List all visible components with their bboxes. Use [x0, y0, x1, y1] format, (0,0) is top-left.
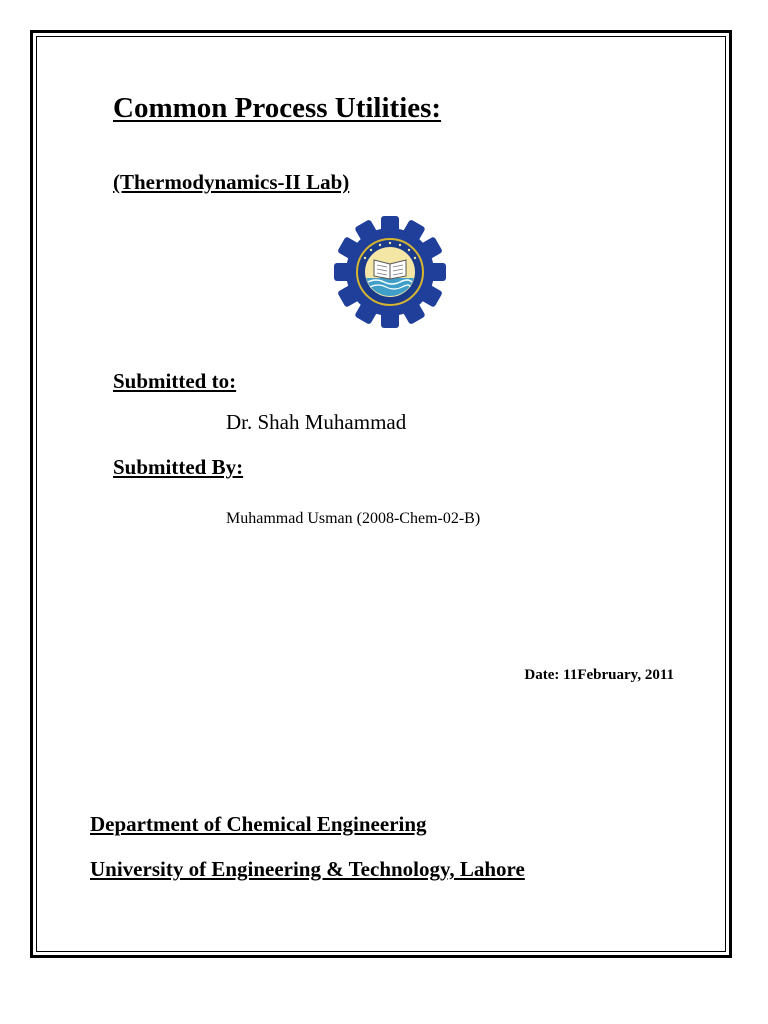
document-subtitle: (Thermodynamics-II Lab): [113, 170, 350, 194]
submission-date: Date: 11February, 2011: [524, 667, 674, 683]
university-name: University of Engineering & Technology, Lahore: [90, 857, 525, 881]
university-seal-icon: [334, 214, 446, 332]
submitted-by-name: Muhammad Usman (2008-Chem-02-B): [226, 510, 481, 527]
submitted-to-label: Submitted to:: [113, 369, 237, 393]
document-title: Common Process Utilities:: [113, 92, 442, 124]
department-name: Department of Chemical Engineering: [90, 812, 427, 836]
submitted-by-label: Submitted By:: [113, 455, 244, 479]
submitted-to-name: Dr. Shah Muhammad: [226, 410, 407, 434]
